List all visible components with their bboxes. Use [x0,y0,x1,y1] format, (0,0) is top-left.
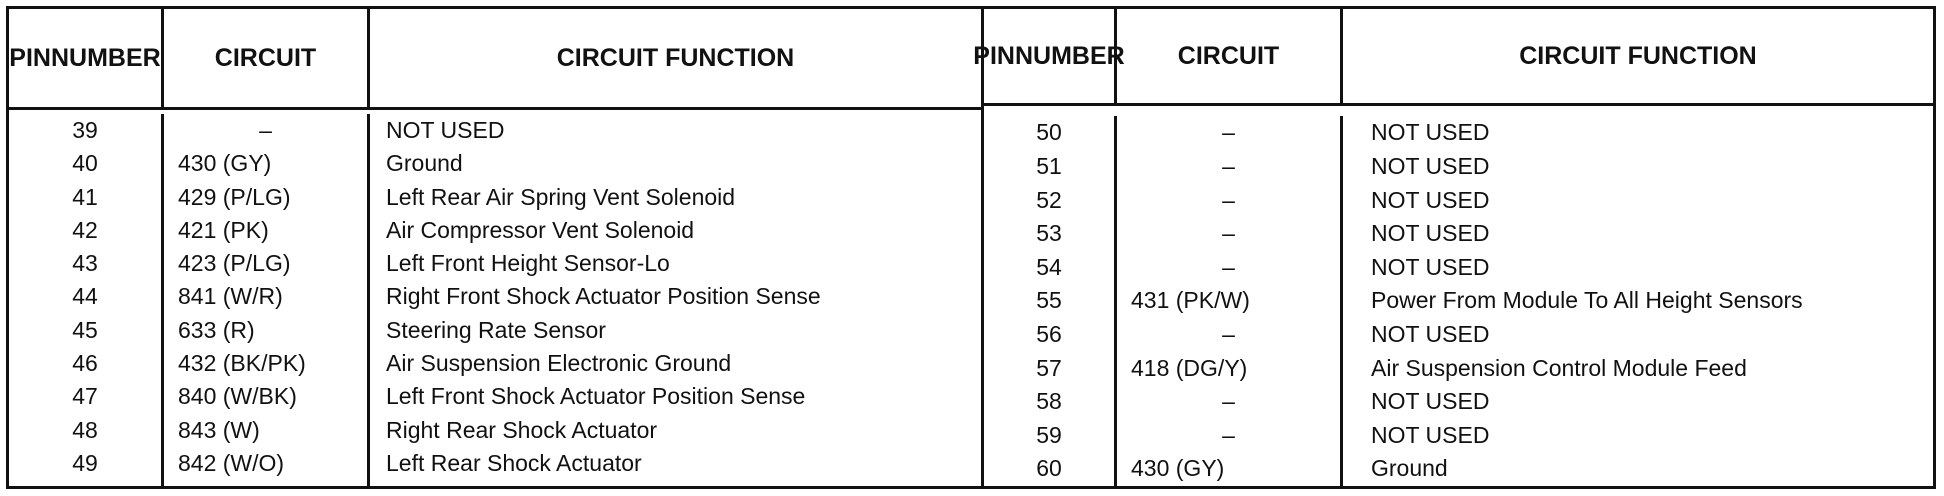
table-cell-circuit: 840 (W/BK) [178,383,297,410]
table-cell-circuit: – [1222,253,1235,280]
circuit-column [161,114,367,486]
table-cell-function: NOT USED [386,117,505,143]
table-cell-circuit: 430 (GY) [178,150,272,177]
pin-table-left [9,9,981,486]
table-cell-circuit: – [1222,153,1235,180]
header-pin-number: PIN NUMBER [9,44,161,72]
table-cell-circuit: – [1222,321,1235,348]
table-cell-circuit: – [1222,119,1235,146]
table-cell-circuit: 432 (BK/PK) [178,350,306,377]
header-circuit-function: CIRCUIT FUNCTION [1340,9,1933,103]
table-cell-function: Left Rear Air Spring Vent Solenoid [386,183,736,210]
table-cell-circuit: 429 (P/LG) [178,183,291,210]
header-circuit: CIRCUIT [1114,9,1340,103]
table-cell-circuit: 421 (PK) [178,216,269,243]
pin-column [9,114,161,486]
table-cell-circuit: – [1222,421,1235,448]
table-cell-function: NOT USED [1371,153,1490,180]
table-cell-pin: 44 [72,283,98,310]
function-column [1340,116,1933,486]
table-cell-pin: 56 [1036,321,1062,348]
table-body [9,110,981,486]
table-cell-circuit: – [1222,186,1235,213]
table-body [984,106,1933,486]
table-header [9,9,981,110]
table-cell-circuit: 431 (PK/W) [1131,287,1250,314]
table-cell-function: NOT USED [1371,253,1490,280]
circuit-column [1114,116,1340,486]
pin-table-right [973,9,1933,486]
table-cell-pin: 53 [1036,220,1062,247]
table-cell-function: NOT USED [1371,119,1490,146]
table-cell-pin: 55 [1036,287,1062,314]
table-cell-function: Air Compressor Vent Solenoid [386,216,695,243]
table-cell-function: Power From Module To All Height Sensors [1371,287,1803,314]
table-cell-function: Right Rear Shock Actuator [386,416,658,443]
table-cell-circuit: 430 (GY) [1131,455,1225,482]
table-cell-function: NOT USED [1371,186,1490,213]
table-cell-pin: 48 [72,416,98,443]
table-cell-function: Left Front Height Sensor-Lo [386,250,670,277]
table-cell-function: NOT USED [1371,220,1490,247]
header-circuit: CIRCUIT [161,9,367,107]
table-cell-function: Left Front Shock Actuator Position Sense [386,383,806,410]
table-cell-circuit: 842 (W/O) [178,449,285,476]
table-cell-circuit: 841 (W/R) [178,283,283,310]
table-cell-function: Air Suspension Control Module Feed [1371,354,1747,381]
table-cell-function: NOT USED [1371,421,1490,448]
pin-table [6,6,1936,489]
table-cell-pin: 59 [1036,421,1062,448]
table-cell-circuit: – [259,117,272,143]
table-cell-pin: 40 [72,150,98,177]
table-cell-circuit: 843 (W) [178,416,260,443]
table-cell-function: NOT USED [1371,388,1490,415]
table-cell-pin: 52 [1036,186,1062,213]
table-header [973,9,1933,106]
table-cell-function: Ground [1371,455,1448,482]
table-cell-pin: 45 [72,316,98,343]
table-cell-pin: 49 [72,449,98,476]
table-cell-pin: 39 [72,117,98,143]
table-cell-pin: 46 [72,350,98,377]
table-cell-function: Left Rear Shock Actuator [386,449,642,476]
table-cell-pin: 58 [1036,388,1062,415]
table-cell-circuit: 423 (P/LG) [178,250,291,277]
table-cell-function: Ground [386,150,463,177]
table-cell-pin: 60 [1036,455,1062,482]
table-cell-circuit: 633 (R) [178,316,255,343]
table-cell-pin: 54 [1036,253,1062,280]
table-cell-pin: 42 [72,216,98,243]
table-cell-function: NOT USED [1371,321,1490,348]
table-cell-circuit: – [1222,388,1235,415]
table-cell-pin: 51 [1036,153,1062,180]
header-circuit-function: CIRCUIT FUNCTION [367,9,981,107]
pin-column [984,116,1114,486]
header-pin-number: PIN NUMBER [973,42,1125,71]
table-cell-pin: 43 [72,250,98,277]
table-cell-pin: 57 [1036,354,1062,381]
table-cell-pin: 50 [1036,119,1062,146]
table-cell-function: Right Front Shock Actuator Position Sense [386,283,821,310]
table-cell-function: Air Suspension Electronic Ground [386,350,732,377]
table-cell-circuit: – [1222,220,1235,247]
table-cell-pin: 47 [72,383,98,410]
table-cell-pin: 41 [72,183,98,210]
table-cell-function: Steering Rate Sensor [386,316,606,343]
table-cell-circuit: 418 (DG/Y) [1131,354,1248,381]
function-column [367,114,981,486]
